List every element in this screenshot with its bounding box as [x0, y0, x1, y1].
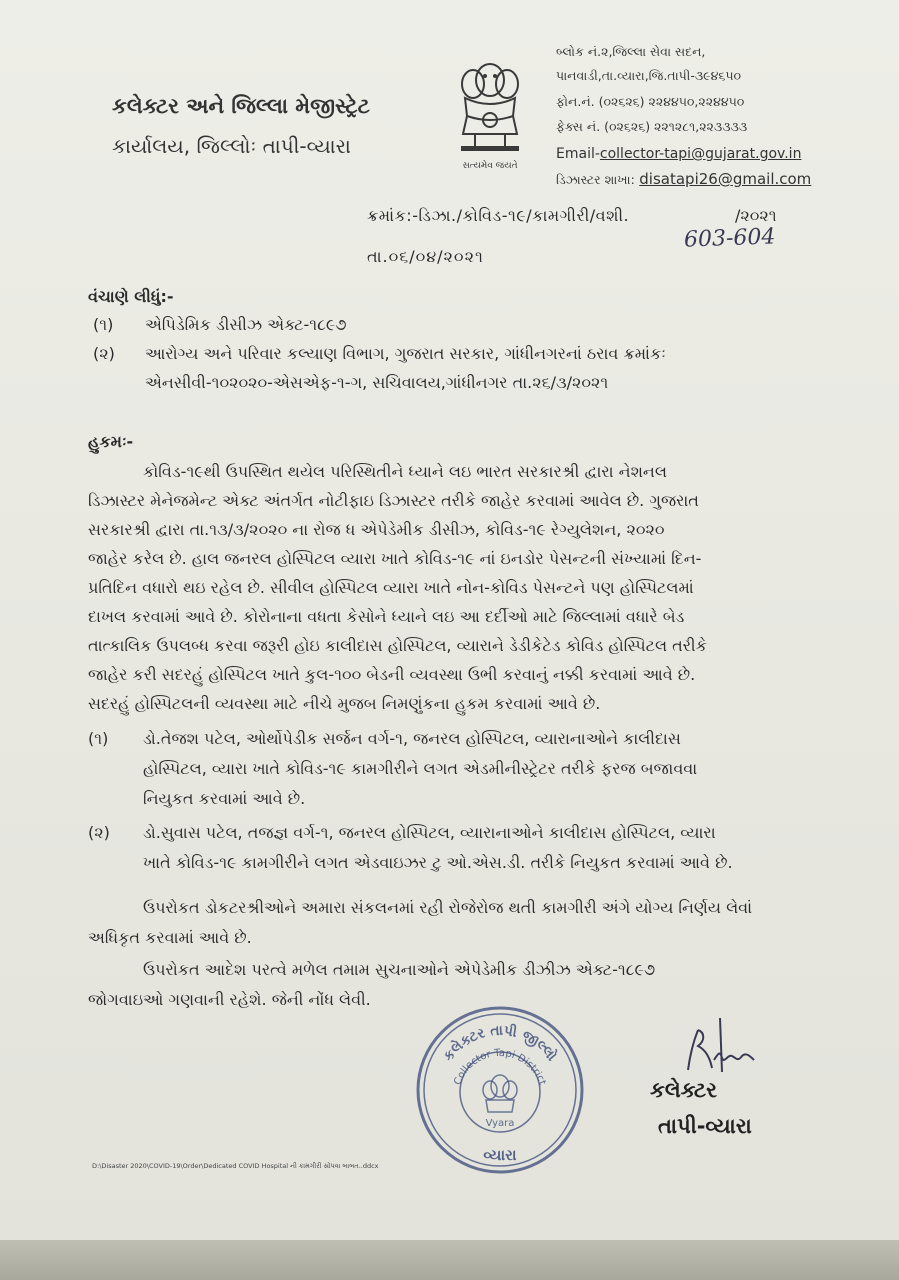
- appointment-2-line: ડો.સુવાસ પટેલ, તજજ્ઞ વર્ગ-૧, જનરલ હોસ્પિટલ, વ્યારાનાઓને કાલીદાસ હોસ્પિટલ, વ્યારા: [143, 823, 716, 842]
- appointment-2-number: (૨): [88, 823, 110, 842]
- handwritten-number: 603-604: [683, 224, 776, 253]
- read-item-1-number: (૧): [93, 315, 114, 334]
- order-heading: હુકમઃ-: [88, 432, 134, 451]
- order-para-3-line: ઉપરોકત આદેશ પરત્વે મળેલ તમામ સુચનાઓને એપેડેમીક ડીઝીઝ એક્ટ-૧૮૯૭: [143, 960, 656, 979]
- disaster-branch-line: [556, 170, 811, 188]
- order-para-1-line: તાત્કાલિક ઉપલબ્ધ કરવા જરૂરી હોઇ કાલીદાસ હોસ્પિટલ, વ્યારાને ડેડીકેટેડ કોવિડ હોસ્પિટલ તરીકે: [88, 636, 707, 655]
- seal-ring-text: Collector Tapi District: [452, 1047, 548, 1087]
- national-emblem-icon: [445, 50, 535, 180]
- office-title: કલેક્ટર અને જિલ્લા મેજીસ્ટ્રેટ: [112, 94, 370, 118]
- order-para-1-line: જાહેર કરી સદરહું હોસ્પિટલ ખાતે કુલ-૧૦૦ બેડની વ્યવસ્થા ઉભી કરવાનું નક્કી કરવામાં આવે છે.: [88, 665, 696, 684]
- order-para-1-line: જાહેર કરેલ છે. હાલ જનરલ હોસ્પિટલ વ્યારા ખાતે કોવિડ-૧૯ નાં ઇનડોર પેસન્ટની સંખ્યામાં દિન-: [88, 549, 702, 568]
- appointment-1-number: (૧): [88, 729, 109, 748]
- disaster-email-link[interactable]: disatapi26@gmail.com: [639, 170, 812, 188]
- signatory-place: તાપી-વ્યારા: [658, 1114, 752, 1138]
- order-para-1-line: પ્રતિદિન વધારો થઇ રહેલ છે. સીવીલ હોસ્પિટલ વ્યારા ખાતે નોન-કોવિડ પેસન્ટને પણ હોસ્પિટલમાં: [88, 578, 694, 597]
- reference-date: તા.૦૬/૦૪/૨૦૨૧: [367, 247, 484, 266]
- reference-year: /૨૦૨૧: [735, 206, 777, 225]
- order-para-1-line: કોવિડ-૧૯થી ઉપસ્થિત થયેલ પરિસ્થિતીને ધ્યાને લઇ ભારત સરકારશ્રી દ્વારા નેશનલ: [143, 462, 667, 481]
- address-line-2: પાનવાડી,તા.વ્યારા,જિ.તાપી-૩૯૪૬૫૦: [556, 68, 742, 83]
- order-para-1-line: સદરહું હોસ્પિટલની વ્યવસ્થા માટે નીચે મુજબ નિમણુંકના હુકમ કરવામાં આવે છે.: [88, 694, 601, 713]
- order-para-2-line: અધિકૃત કરવામાં આવે છે.: [88, 928, 252, 947]
- svg-text:Collector Tapi District: [452, 1048, 547, 1087]
- order-para-1-line: સરકારશ્રી દ્વારા તા.૧૩/૩/૨૦૨૦ ના રોજ ધ એપેડેમીક ડીસીઝ, કોવિડ-૧૯ રેગ્યુલેશન, ૨૦૨૦: [88, 520, 665, 539]
- appointment-1-line: નિયુકત કરવામાં આવે છે.: [143, 789, 306, 808]
- email-line: [556, 146, 801, 162]
- collector-seal-stamp: [410, 1000, 590, 1180]
- disaster-label: ડિઝાસ્ટર શાખા:: [556, 172, 635, 187]
- seal-top-text: કલેક્ટર તાપી જીલ્લો: [440, 1022, 560, 1065]
- order-para-2-line: ઉપરોકત ડોકટરશ્રીઓને અમારા સંકલનમાં રહી રોજેરોજ થતી કામગીરી અંગે યોગ્ય નિર્ણય લેવાં: [143, 898, 753, 917]
- seal-emblem-icon: [483, 1075, 517, 1112]
- appointment-2-line: ખાતે કોવિડ-૧૯ કામગીરીને લગત એડવાઇઝર ટુ ઓ.એસ.ડી. તરીકે નિયુકત કરવામાં આવે છે.: [143, 853, 733, 872]
- order-para-1-line: ડિઝાસ્ટર મેનેજમેન્ટ એક્ટ અંતર્ગત નોટીફાઇ ડિઝાસ્ટર તરીકે જાહેર કરવામાં આવેલ છે. ગુજરાત: [88, 491, 699, 510]
- email-label: Email-: [556, 146, 600, 162]
- emblem-motto: સત્યમેવ જયતે: [462, 161, 518, 171]
- order-para-1-line: દાખલ કરવામાં આવે છે. કોરોનાના વધતા કેસોને ધ્યાને લઇ આ દર્દીઓ માટે જિલ્લામાં વધારે બેડ: [88, 607, 685, 626]
- read-item-2-line-2: એનસીવી-૧૦૨૦૨૦-એસએફ-૧-ગ, સચિવાલય,ગાંધીનગર તા.૨૬/૩/૨૦૨૧: [145, 373, 609, 392]
- office-subtitle: કાર્યાલય, જિલ્લોઃ તાપી-વ્યારા: [112, 134, 351, 158]
- signatory-designation: કલેક્ટર: [650, 1078, 718, 1102]
- seal-inner-text: Vyara: [485, 1118, 515, 1129]
- appointment-1-line: હોસ્પિટલ, વ્યારા ખાતે કોવિડ-૧૯ કામગીરીને લગત એડમીનીસ્ટ્રેટર તરીકે ફરજ બજાવવા: [143, 759, 698, 778]
- handwritten-signature: [680, 1010, 780, 1080]
- read-item-1: એપિડેમિક ડીસીઝ એક્ટ-૧૮૯૭: [145, 315, 347, 334]
- reference-number: ક્રમાંક:-ડિઝા./કોવિડ-૧૯/કામગીરી/વશી.: [367, 206, 630, 225]
- file-path-footer: D:\Disaster 2020\COVID-19\Order\Dedicated COVID Hospital ની કામગીરી સોંપવા બાબત..ddcx: [92, 1162, 379, 1170]
- order-para-3-line: જોગવાઇઓ ગણવાની રહેશે. જેની નોંધ લેવી.: [88, 990, 371, 1009]
- seal-bottom-text: વ્યારા: [483, 1146, 517, 1164]
- page-shadow: [0, 1240, 899, 1280]
- email-link[interactable]: collector-tapi@gujarat.gov.in: [599, 146, 802, 162]
- appointment-1-line: ડો.તેજશ પટેલ, ઓર્થોપેડીક સર્જન વર્ગ-૧, જનરલ હોસ્પિટલ, વ્યારાનાઓને કાલીદાસ: [143, 729, 681, 748]
- read-item-2-number: (૨): [93, 344, 115, 363]
- fax-number: ફેક્સ નં. (૦૨૬૨૬) ૨૨૧૨૮૧,૨૨૩૩૩૩: [556, 119, 748, 134]
- address-line-1: બ્લોક નં.૨,જિલ્લા સેવા સદન,: [556, 44, 706, 59]
- read-heading: વંચાણે લીધું:-: [88, 287, 174, 306]
- read-item-2-line-1: આરોગ્ય અને પરિવાર કલ્યાણ વિભાગ, ગુજરાત સરકાર, ગાંધીનગરનાં ઠરાવ ક્રમાંકઃ: [145, 344, 666, 363]
- phone-number: ફોન.નં. (૦૨૬૨૬) ૨૨૪૪૫૦,૨૨૪૪૫૦: [556, 94, 745, 109]
